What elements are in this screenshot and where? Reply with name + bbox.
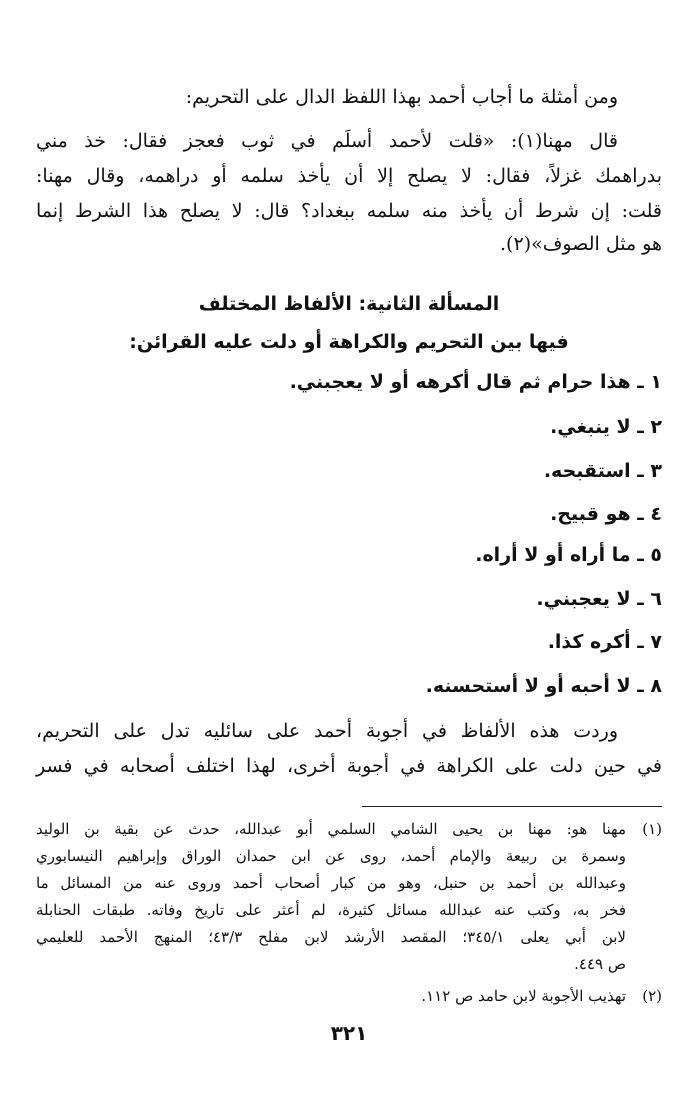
- quote-line: قلت: إن شرط أن يأخذ منه سلمه ببغداد؟ قال: لا يصلح هذا الشرط إنما: [36, 200, 662, 222]
- footnote-line: مهنا هو: مهنا بن يحيى الشامي السلمي أبو عبدالله، حدث عن بقية بن الوليد: [36, 820, 626, 838]
- list-item: ١ ـ هذا حرام ثم قال أكرهه أو لا يعجبني.: [289, 371, 662, 393]
- footnote-line: ص ٤٤٩.: [574, 955, 626, 973]
- footnote-separator: [362, 806, 662, 807]
- quote-line: بدراهمك غزلاً، فقال: لا يصلح إلا أن يأخذ سلمه أو دراهمه، وقال مهنا:: [36, 165, 662, 187]
- list-item: ٧ ـ أكره كذا.: [547, 631, 662, 653]
- footnote-line: تهذيب الأجوبة لابن حامد ص ١١٢.: [421, 987, 626, 1005]
- footnote-number: (١): [642, 820, 662, 838]
- section-title: المسألة الثانية: الألفاظ المختلف: [198, 293, 500, 315]
- list-item: ٢ ـ لا ينبغي.: [550, 416, 662, 438]
- list-item: ٨ ـ لا أحبه أو لا أستحسنه.: [425, 675, 662, 697]
- section-title-continuation: فيها بين التحريم والكراهة أو دلت عليه القرائن:: [129, 331, 569, 353]
- list-item: ٣ ـ استقبحه.: [543, 460, 662, 482]
- intro-paragraph: ومن أمثلة ما أجاب أحمد بهذا اللفظ الدال على التحريم:: [185, 86, 618, 108]
- page-number: ٣٢١: [330, 1021, 368, 1045]
- list-item: ٤ ـ هو قبيح.: [550, 503, 662, 525]
- footnote-line: لابن أبي يعلى ٣٤٥/١؛ المقصد الأرشد لابن مفلح ٤٣/٣؛ المنهج الأحمد للعليمي: [36, 928, 626, 946]
- quote-line: هو مثل الصوف»(٢).: [500, 233, 662, 255]
- footnote-number: (٢): [642, 987, 662, 1005]
- closing-paragraph-line: في حين دلت على الكراهة في أجوبة أخرى، لهذا اختلف أصحابه في فسر: [36, 755, 662, 777]
- quote-line: قال مهنا(١): «قلت لأحمد أسلَم في ثوب فعجز فقال: خذ مني: [36, 130, 618, 152]
- footnote-line: وسمرة بن ربيعة والإمام أحمد، روى عن ابن حمدان الوراق وإبراهيم النيسابوري: [36, 847, 626, 865]
- list-item: ٥ ـ ما أراه أو لا أراه.: [475, 544, 662, 566]
- footnote-line: فخر به، وكتب عنه عبدالله مسائل كثيرة، لم أعثر على تاريخ وفاته. طبقات الحنابلة: [36, 901, 626, 919]
- closing-paragraph-line: وردت هذه الألفاظ في أجوبة أحمد على سائليه تدل على التحريم،: [36, 720, 618, 742]
- list-item: ٦ ـ لا يعجبني.: [536, 588, 662, 610]
- footnote-line: وعبدالله بن أحمد بن حنبل، وهو من كبار أصحاب أحمد وروى عنه من المسائل ما: [36, 874, 626, 892]
